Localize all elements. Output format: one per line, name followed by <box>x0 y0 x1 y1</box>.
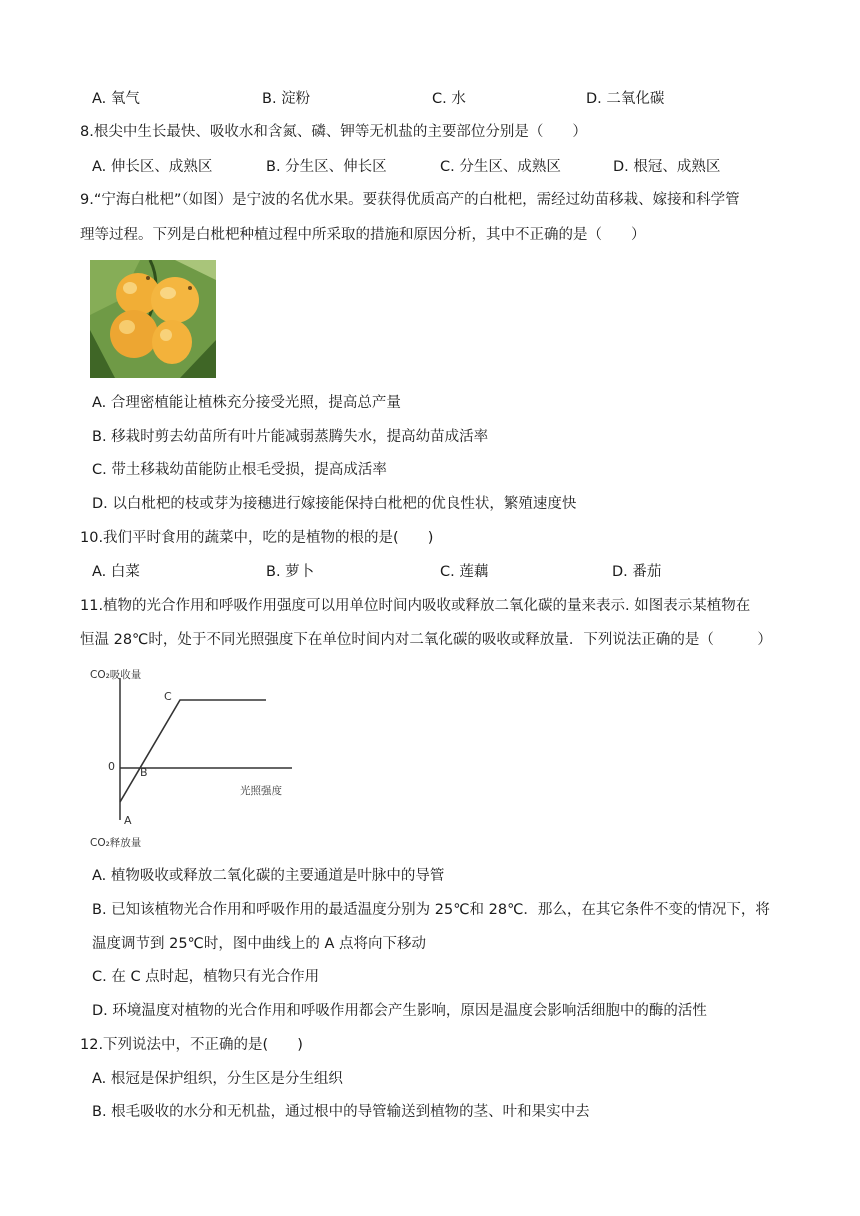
q11-option-d: D. 环境温度对植物的光合作用和呼吸作用都会产生影响，原因是温度会影响活细胞中的酶的活性 <box>92 1003 707 1019</box>
q10-option-a: A. 白菜 <box>92 564 140 580</box>
q8-stem: 8.根尖中生长最快、吸收水和含氮、磷、钾等无机盐的主要部位分别是（ ） <box>80 124 587 140</box>
q12-option-a: A. 根冠是保护组织，分生区是分生组织 <box>92 1071 343 1087</box>
point-a-label: A <box>124 814 132 827</box>
co2-light-graph <box>86 664 306 854</box>
q10-option-c: C. 莲藕 <box>440 564 489 580</box>
q8-option-d: D. 根冠、成熟区 <box>613 159 721 175</box>
q9-option-d: D. 以白枇杷的枝或芽为接穗进行嫁接能保持白枇杷的优良性状，繁殖速度快 <box>92 496 577 512</box>
q9-stem-line2: 理等过程。下列是白枇杷种植过程中所采取的措施和原因分析，其中不正确的是（ ） <box>80 227 646 243</box>
q11-option-a: A. 植物吸收或释放二氧化碳的主要通道是叶脉中的导管 <box>92 868 445 884</box>
q7-option-a: A. 氧气 <box>92 91 140 107</box>
q8-option-a: A. 伸长区、成熟区 <box>92 159 213 175</box>
q12-option-b: B. 根毛吸收的水分和无机盐，通过根中的导管输送到植物的茎、叶和果实中去 <box>92 1104 590 1120</box>
q10-stem: 10.我们平时食用的蔬菜中，吃的是植物的根的是( ) <box>80 530 434 546</box>
loquat-photo <box>90 260 216 378</box>
q11-stem-line2: 恒温 28℃时，处于不同光照强度下在单位时间内对二氧化碳的吸收或释放量．下列说法正确的是（ ） <box>80 632 772 648</box>
y-bottom-label: CO₂释放量 <box>90 837 142 849</box>
q7-option-c: C. 水 <box>432 91 466 107</box>
y-top-label: CO₂吸收量 <box>90 669 142 681</box>
x-axis-label: 光照强度 <box>240 785 282 797</box>
point-c-label: C <box>164 690 172 703</box>
q11-option-c: C. 在 C 点时起，植物只有光合作用 <box>92 969 320 985</box>
q7-option-b: B. 淀粉 <box>262 91 311 107</box>
q8-option-b: B. 分生区、伸长区 <box>266 159 387 175</box>
q9-option-c: C. 带土移栽幼苗能防止根毛受损，提高成活率 <box>92 462 387 478</box>
point-b-label: B <box>140 766 148 779</box>
q8-option-c: C. 分生区、成熟区 <box>440 159 561 175</box>
q12-stem: 12.下列说法中，不正确的是( ) <box>80 1037 303 1053</box>
q9-option-a: A. 合理密植能让植株充分接受光照，提高总产量 <box>92 395 401 411</box>
q11-stem-line1: 11.植物的光合作用和呼吸作用强度可以用单位时间内吸收或释放二氧化碳的量来表示. 如图表示某植物在 <box>80 598 751 614</box>
q9-option-b: B. 移栽时剪去幼苗所有叶片能减弱蒸腾失水，提高幼苗成活率 <box>92 429 489 445</box>
q9-stem-line1: 9.“宁海白枇杷”（如图）是宁波的名优水果。要获得优质高产的白枇杷，需经过幼苗移栽、嫁接和科学管 <box>80 192 740 208</box>
q11-option-b-cont: 温度调节到 25℃时，图中曲线上的 A 点将向下移动 <box>92 936 426 952</box>
q10-option-b: B. 萝卜 <box>266 564 315 580</box>
origin-label: 0 <box>108 760 115 773</box>
q7-option-d: D. 二氧化碳 <box>586 91 665 107</box>
q10-option-d: D. 番茄 <box>612 564 662 580</box>
q11-option-b: B. 已知该植物光合作用和呼吸作用的最适温度分别为 25℃和 28℃．那么，在其它条件不变的情况下，将 <box>92 902 770 918</box>
